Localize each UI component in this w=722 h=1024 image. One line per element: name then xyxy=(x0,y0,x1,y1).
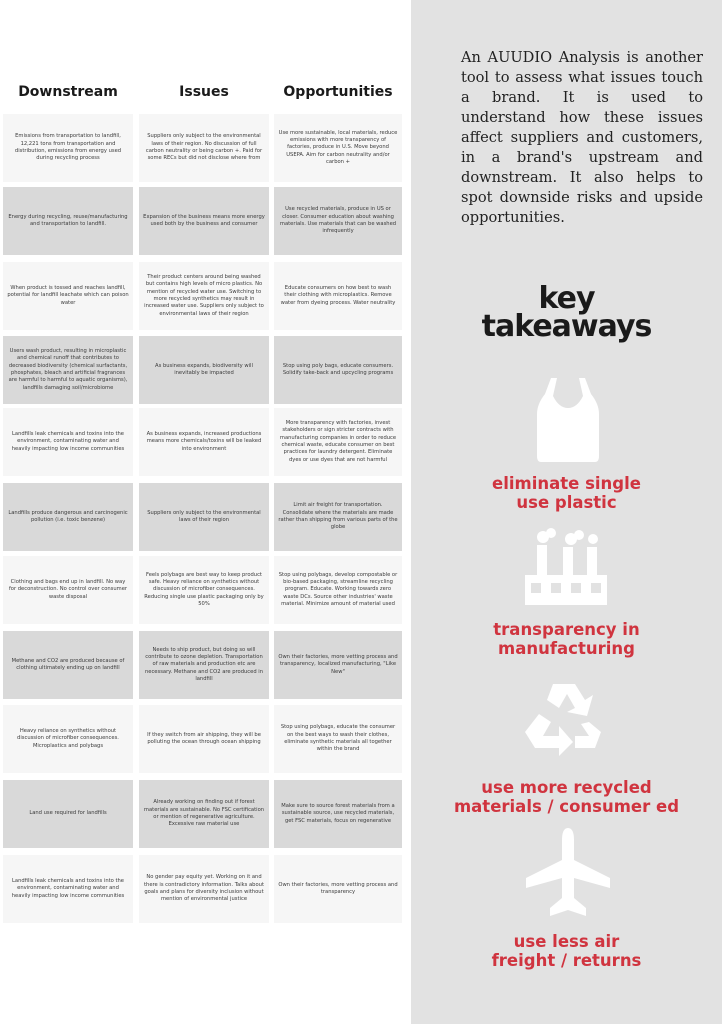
issues-cell: Expansion of the business means more energy used both by the business and consumer xyxy=(139,187,269,255)
issues-cell: Suppliers only subject to the environmental laws of their region xyxy=(139,483,269,551)
opportunities-cell: Limit air freight for transportation. Consolidate where the materials are made rather than shipping from various parts of the globe xyxy=(274,483,402,551)
takeaway-line1: use less air xyxy=(513,932,620,951)
takeaway-line2: use plastic xyxy=(516,493,617,512)
takeaway-eliminate-single-use-plastic xyxy=(411,474,722,512)
downstream-cell: Methane and CO2 are produced because of clothing ultimately ending up on landfill xyxy=(3,631,133,699)
downstream-cell: Emissions from transportation to landfill, 12,221 tons from transportation and distribution, emissions from energy used during recycling process xyxy=(3,114,133,182)
table-row xyxy=(2,556,402,624)
key-takeaways-panel xyxy=(411,0,722,1024)
factory-icon xyxy=(521,527,611,607)
takeaway-line2: materials / consumer ed xyxy=(453,797,680,816)
takeaway-line2: freight / returns xyxy=(491,951,642,970)
table-row xyxy=(2,262,402,330)
table-row xyxy=(2,483,402,551)
issues-cell: If they switch from air shipping, they will be polluting the ocean through ocean shipping xyxy=(139,705,269,773)
opportunities-cell: Make sure to source forest materials from a sustainable source, use recycled materials, get FSC materials, focus on regenerative xyxy=(274,780,402,848)
takeaway-transparency-in-manufacturing xyxy=(411,620,722,658)
opportunities-cell: Own their factories, more vetting process and transparency xyxy=(274,855,402,923)
opportunities-cell: Use recycled materials, produce in US or closer. Consumer education about washing materials. Use materials that can be washed infrequently xyxy=(274,187,402,255)
opportunities-cell: Educate consumers on how best to wash their clothing with microplastics. Remove water from dyeing process. Water neutrality xyxy=(274,262,402,330)
table-row xyxy=(2,705,402,773)
downstream-cell: Land use required for landfills xyxy=(3,780,133,848)
issues-cell: Needs to ship product, but doing so will contribute to ozone depletion. Transportation of raw materials and production etc are necessary. Methane and CO2 are produced in landfill xyxy=(139,631,269,699)
downstream-cell: When product is tossed and reaches landfill, potential for landfill leachate which can poison water xyxy=(3,262,133,330)
takeaway-line1: eliminate single xyxy=(492,474,641,493)
plastic-bag-icon xyxy=(533,374,603,464)
issues-cell: Suppliers only subject to the environmental laws of their region. No discussion of full carbon neutrality or being carbon +. Paid for some RECs but did not disclose where from xyxy=(139,114,269,182)
takeaway-line2: manufacturing xyxy=(498,639,635,658)
downstream-cell: Energy during recycling, reuse/manufacturing and transportation to landfill. xyxy=(3,187,133,255)
header-opportunities: Opportunities xyxy=(283,84,393,100)
recycle-icon xyxy=(523,678,609,760)
downstream-cell: Landfills produce dangerous and carcinogenic pollution (i.e. toxic benzene) xyxy=(3,483,133,551)
table-header xyxy=(2,84,402,106)
table-row xyxy=(2,114,402,182)
downstream-cell: Landfills leak chemicals and toxins into the environment, contaminating water and heavily impacting low income communities xyxy=(3,855,133,923)
table-row xyxy=(2,855,402,923)
takeaway-line1: use more recycled xyxy=(481,778,652,797)
table-row xyxy=(2,631,402,699)
header-issues: Issues xyxy=(179,84,229,100)
table-row xyxy=(2,408,402,476)
takeaway-line1: transparency in xyxy=(493,620,640,639)
airplane-icon xyxy=(524,826,612,918)
opportunities-cell: More transparency with factories, invest stakeholders or sign stricter contracts with manufacturing companies in order to reduce chemical waste, educate consumer on best practices for laundry detergent. Eliminate dyes or use dyes that are not harmful xyxy=(274,408,402,476)
issues-cell: Already working on finding out if forest materials are sustainable. No FSC certification or mention of regenerative agriculture. Excessive raw material use xyxy=(139,780,269,848)
issues-cell: As business expands, increased productions means more chemicals/toxins will be leaked into environment xyxy=(139,408,269,476)
table-row xyxy=(2,780,402,848)
opportunities-cell: Use more sustainable, local materials, reduce emissions with more transparency of factories, produce in U.S. Move beyond USEPA. Aim for carbon neutrality and/or carbon + xyxy=(274,114,402,182)
issues-cell: No gender pay equity yet. Working on it and there is contradictory information. Talks about goals and plans for diversity inclusion without mention of environmental justice xyxy=(139,855,269,923)
issues-cell: As business expands, biodiversity will inevitably be impacted xyxy=(139,336,269,404)
takeaway-use-less-air-freight xyxy=(411,932,722,970)
key-heading-line2: takeaways xyxy=(481,309,652,344)
opportunities-cell: Stop using polybags, develop compostable or bio-based packaging, streamline recycling program. Educate. Working towards zero waste DCs. Source other industries' waste material. Minimize amount of material used xyxy=(274,556,402,624)
table-row xyxy=(2,336,402,404)
opportunities-cell: Own their factories, more vetting process and transparency, localized manufacturing, "Like New" xyxy=(274,631,402,699)
takeaway-use-more-recycled-materials xyxy=(411,778,722,816)
key-heading-line1: key xyxy=(538,281,595,316)
opportunities-cell: Stop using polybags, educate the consumer on the best ways to wash their clothes, eliminate synthetic materials all together within the brand xyxy=(274,705,402,773)
header-downstream: Downstream xyxy=(18,84,118,100)
key-takeaways-heading xyxy=(411,281,722,344)
issues-cell: Feels polybags are best way to keep product safe. Heavy reliance on synthetics without discussion of microfiber consequences. Reducing single use plastic packaging only by 50% xyxy=(139,556,269,624)
opportunities-cell: Stop using poly bags, educate consumers. Solidify take-back and upcycling programs xyxy=(274,336,402,404)
downstream-cell: Landfills leak chemicals and toxins into the environment, contaminating water and heavily impacting low income communities xyxy=(3,408,133,476)
downstream-cell: Heavy reliance on synthetics without discussion of microfiber consequences. Microplastics and polybags xyxy=(3,705,133,773)
downstream-cell: Users wash product, resulting in microplastic and chemical runoff that contributes to decreased biodiversity (chemical surfactants, phosphates, bleach and artificial fragrances are harmful to harmful to aquatic organisms), landfills damaging soil/microbiome xyxy=(3,336,133,404)
intro-paragraph: An AUUDIO Analysis is another tool to assess what issues touch a brand. It is used to understand how these issues affect suppliers and customers, in a brand's upstream and downstream. It also helps to spot downside risks and upside opportunities. xyxy=(461,49,703,226)
downstream-cell: Clothing and bags end up in landfill. No way for deconstruction. No control over consumer waste disposal xyxy=(3,556,133,624)
issues-cell: Their product centers around being washed but contains high levels of micro plastics. No mention of recycled water use. Switching to more recycled synthetics may result in increased water use. Suppliers only subject to environmental laws of their region xyxy=(139,262,269,330)
table-row xyxy=(2,187,402,255)
